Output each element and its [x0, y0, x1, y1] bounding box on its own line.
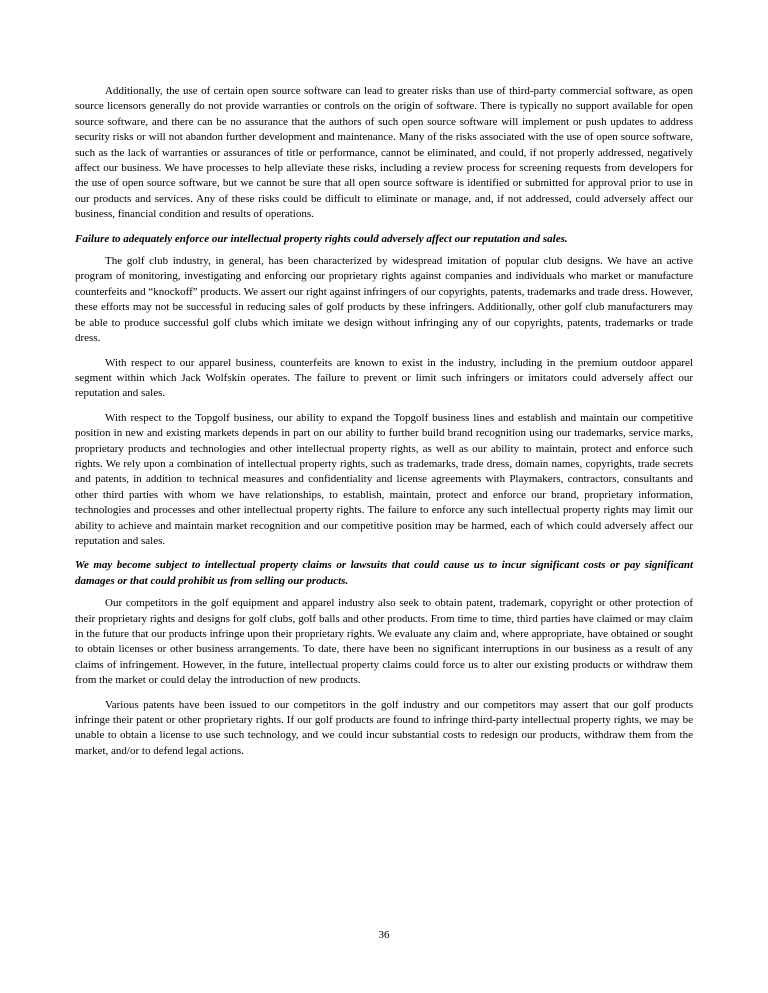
heading-failure-to-enforce-ip-rights: Failure to adequately enforce our intellectual property rights could adversely affect our reputation and sales. — [75, 232, 568, 245]
page-number: 36 — [378, 929, 390, 941]
paragraph-topgolf-brand-recognition: With respect to the Topgolf business, our ability to expand the Topgolf business lines and establish and maintain our competitive position in new and existing markets depends in part on our ability to further build brand recognition using our trademarks, service marks, proprietary products and technologies and other intellectual property rights, as well as our ability to maintain, protect and enforce such rights. We rely upon a combination of intellectual property rights, such as trademarks, trade dress, domain names, copyrights, trade secrets and patents, in addition to technical measures and confidentiality and license agreements with Playmakers, contractors, consultants and other third parties with whom we have relationships, to establish, maintain, protect and enforce our brand, proprietary information, technologies and processes and other intellectual property rights. The failure to enforce any such intellectual property rights may limit our ability to achieve and maintain market recognition and our competitive position may be harmed, each of which could adversely affect our reputation and sales. — [75, 411, 693, 547]
paragraph-apparel-counterfeits: With respect to our apparel business, counterfeits are known to exist in the industry, including in the premium outdoor apparel segment within which Jack Wolfskin operates. The failure to prevent or limit such infringers or imitators could adversely affect our reputation and sales. — [75, 356, 693, 400]
paragraph-open-source-risks: Additionally, the use of certain open source software can lead to greater risks than use of third-party commercial software, as open source licensors generally do not provide warranties or controls on the origin of software. There is typically no support available for open source software, and there can be no assurance that the authors of such open source software will implement or push updates to address security risks or will not abandon further development and maintenance. Many of the risks associated with the use of open source software, such as the lack of warranties or assurances of title or performance, cannot be eliminated, and could, if not properly addressed, negatively affect our business. We have processes to help alleviate these risks, including a review process for screening requests from developers for the use of open source software, but we cannot be sure that all open source software is identified or submitted for approval prior to use in our products and services. Any of these risks could be difficult to eliminate or manage, and, if not addressed, could adversely affect our business, financial condition and results of operations. — [75, 85, 693, 221]
paragraph-competitor-patents: Various patents have been issued to our competitors in the golf industry and our competitors may assert that our golf products infringe their patent or other proprietary rights. If our golf products are found to infringe third-party intellectual property rights, we may be unable to obtain a license to use such technology, and we could incur substantial costs to redesign our products, withdraw them from the market, and/or to defend legal actions. — [75, 698, 693, 757]
paragraph-competitor-ip-protection: Our competitors in the golf equipment and apparel industry also seek to obtain patent, trademark, copyright or other protection of their proprietary rights and designs for golf clubs, golf balls and other products. From time to time, third parties have claimed or may claim in the future that our products infringe upon their proprietary rights. We evaluate any claim and, where appropriate, have obtained or sought to obtain licenses or other business arrangements. To date, there have been no significant interruptions in our business as a result of any claims of infringement. However, in the future, intellectual property claims could force us to alter our existing products or withdraw them from the market or could delay the introduction of new products. — [75, 597, 693, 687]
paragraph-golf-club-imitation: The golf club industry, in general, has been characterized by widespread imitation of popular club designs. We have an active program of monitoring, investigating and enforcing our proprietary rights against companies and individuals who market or manufacture counterfeits and “knockoff” products. We assert our right against infringers of our copyrights, patents, trademarks and trade dress. However, these efforts may not be successful in reducing sales of golf products by these infringers. Additionally, other golf club manufacturers may be able to produce successful golf clubs which imitate we design without infringing any of our copyrights, patents, trademarks or trade dress. — [75, 255, 693, 345]
heading-ip-claims-lawsuits: We may become subject to intellectual property claims or lawsuits that could cause us to incur significant costs or pay significant damages or that could prohibit us from selling our products. — [75, 559, 693, 587]
document-body — [75, 84, 693, 768]
